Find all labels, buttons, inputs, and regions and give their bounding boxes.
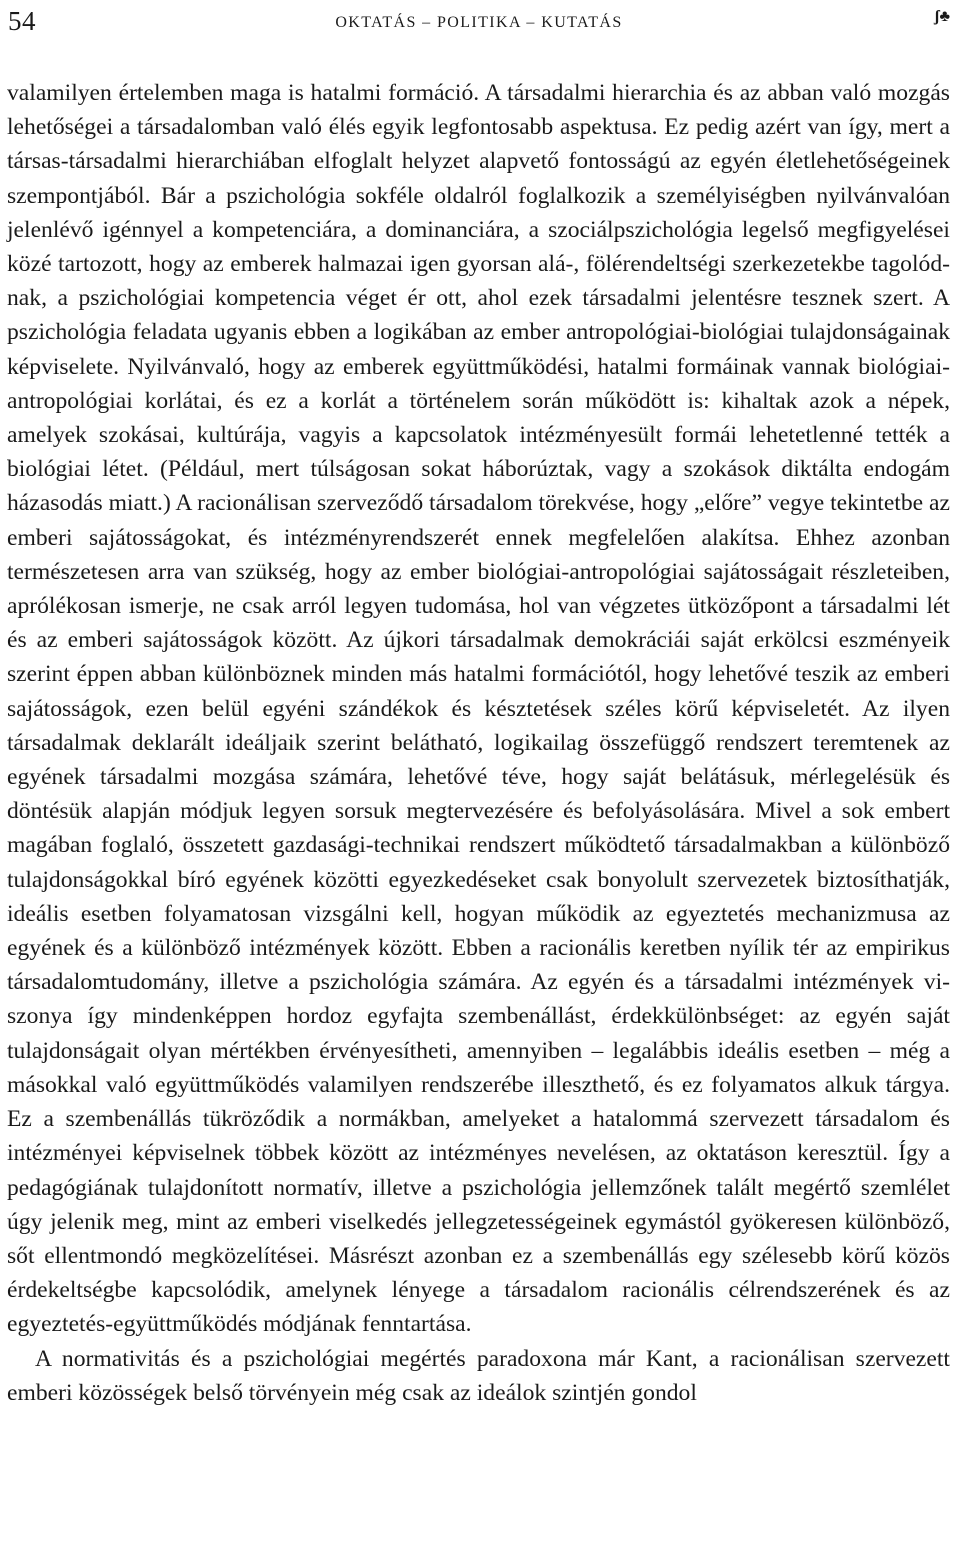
running-head: OKTATÁS – POLITIKA – KUTATÁS (335, 14, 623, 31)
paragraph: A normativitás és a pszichológiai megértés paradoxona már Kant, a racionálisan szervezett emberi közösségek belső törvényein még csak az ideálok szintjén gondol (7, 1345, 950, 1406)
paragraph: valamilyen értelemben maga is hatalmi formáció. A társadalmi hierarchia és az abban való mozgás lehetőségei a társadalomban való élés egyik legfontosabb aspektusa. Ez pedig azért van így, mert a társas-társadalmi hierarchiában elfoglalt helyzet alapvető fontosságú az egyén életlehetőségeinek szempontjából. Bár a pszichológia sokféle oldalról foglalkozik a személyiségben nyilvánvalóan jelenlévő igénnyel a kompetenciára, a dominanciára, a szociálpszichológia legelső megfigyelései közé tartozott, hogy az emberek halmazai igen gyorsan alá-, fölérendeltségi szerkezetekbe tagolódnak, a pszichológiai kompetencia véget ér ott, ahol ezek társadalmi jelentésre tesznek szert. A pszichológia feladata ugyanis ebben a logikában az ember antropológiai-biológiai tulajdonságainak képviselete. Nyilvánvaló, hogy az emberek együttműködési, hatalmi formáinak vannak biológiai-antropológiai korlátai, és ez a korlát a történelem során működött is: kihaltak azok a népek, amelyek szokásai, kultúrája, vagyis a kapcsolatok intézményesült formái lehetetlenné tették a biológiai létet. (Például, mert túlságosan sokat háborúztak, vagy a szokások diktálta endogám házasodás miatt.) A racionálisan szerveződő társadalom törekvése, hogy „előre” vegye tekintetbe az emberi sajátosságokat, és intézményrendszerét ennek megfelelően alakítsa. Ehhez azonban természetesen arra van szükség, hogy az ember biológiai-antropológiai sajátosságait részleteiben, aprólékosan ismerje, ne csak arról legyen tudomása, hol van végzetes ütközőpont a társadalmi lét és az emberi sajátosságok között. Az újkori társadalmak demokráciái saját erkölcsi eszményeik szerint éppen abban különböznek minden más hatalmi formációtól, hogy lehetővé teszik az emberi sajátosságok, ezen belül egyéni szándékok és késztetések széles körű képviseletét. Az ilyen társadalmak deklarált ideáljaik szerint belátható, logikailag összefüggő rendszert teremtenek az egyének társadalmi mozgása számára, lehetővé téve, hogy saját belátásuk, mérlegelésük és döntésük alapján módjuk legyen sorsuk megtervezésére és befolyásolására. Mivel a sok embert magában foglaló, összetett gazdasági-technikai rendszert működtető társadalmakban a különböző tulajdonságokkal bíró egyének közötti egyezkedéseket csak bonyolult szervezetek biztosíthatják, ideális esetben folyamatosan vizsgálni kell, hogyan működik az egyeztetés mechanizmusa az egyének és a különböző intézmények között. Ebben a racionális keretben nyílik tér az empirikus társadalomtudomány, illetve a pszichológia számára. Az egyén és a társadalmi intézmények viszonya így mindenképpen hordoz egyfajta szembenállást, érdekkülönbséget: az egyén saját tulajdonságait olyan mértékben érvényesítheti, amennyiben – legalábbis ideális esetben – még a másokkal való együttműködés valamilyen rendszerébe illeszthető, és ez folyamatos alkuk tárgya. Ez a szembenállás tükröződik a normákban, amelyeket a hatalommá szervezett társadalom és intézményei képviselnek többek között az intézményes nevelésen, az oktatáson keresztül. Így a pedagógiának tulajdonított normatív, illetve a pszichológia jellemzőnek talált megértő szemlélet úgy jelenik meg, mint az emberi viselkedés jellegzetességeinek egymástól gyökeresen különböző, sőt ellentmondó megközelítései. Másrészt azonban ez a szembenállás egy szélesebb körű közös érdekeltségbe kapcsolódik, amelynek lényege a társadalom racionális célrendszerének és az egyeztetés-együttműködés módjának fenntartása. (7, 80, 950, 1338)
body-text (7, 76, 950, 1410)
page-number: 54 (8, 6, 36, 36)
header-mark: ʃ♣ (934, 8, 950, 25)
page-header (8, 4, 950, 38)
